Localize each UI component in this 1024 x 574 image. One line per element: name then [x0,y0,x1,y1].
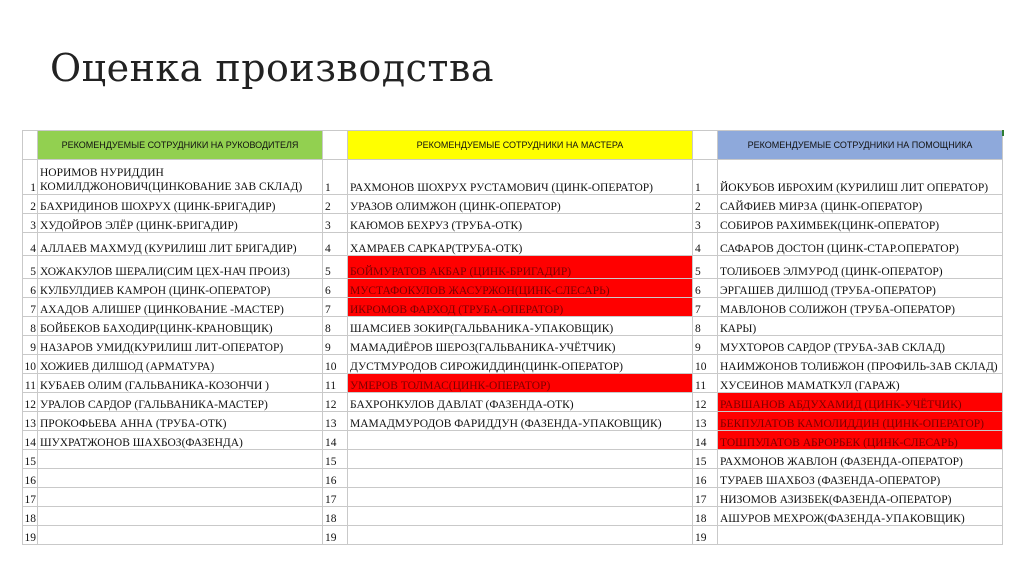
header-spacer [23,131,38,160]
assistant-cell: НАИМЖОНОВ ТОЛИБЖОН (ПРОФИЛЬ-ЗАВ СКЛАД) [718,355,1003,374]
table-row [23,355,1003,374]
row-number-master: 8 [323,317,348,336]
manager-cell [38,488,323,507]
row-number-manager: 18 [23,507,38,526]
row-number-assistant: 2 [693,195,718,214]
row-number-master: 12 [323,393,348,412]
master-cell: БАХРОНКУЛОВ ДАВЛАТ (ФАЗЕНДА-ОТК) [348,393,693,412]
row-number-manager: 17 [23,488,38,507]
assistant-cell: БЕКПУЛАТОВ КАМОЛИДДИН (ЦИНК-ОПЕРАТОР) [718,412,1003,431]
row-number-assistant: 14 [693,431,718,450]
table-row [23,160,1003,195]
row-number-manager: 11 [23,374,38,393]
master-cell [348,450,693,469]
row-number-manager: 12 [23,393,38,412]
header-assistant: РЕКОМЕНДУЕМЫЕ СОТРУДНИКИ НА ПОМОЩНИКА [718,131,1003,160]
row-number-master: 1 [323,160,348,195]
row-number-master: 19 [323,526,348,545]
header-master: РЕКОМЕНДУЕМЫЕ СОТРУДНИКИ НА МАСТЕРА [348,131,693,160]
table-row [23,507,1003,526]
table-row [23,526,1003,545]
row-number-assistant: 12 [693,393,718,412]
table-row [23,256,1003,279]
manager-cell: ХУДОЙРОВ ЭЛЁР (ЦИНК-БРИГАДИР) [38,214,323,233]
master-cell: РАХМОНОВ ШОХРУХ РУСТАМОВИЧ (ЦИНК-ОПЕРАТОР) [348,160,693,195]
manager-cell: НАЗАРОВ УМИД(КУРИЛИШ ЛИТ-ОПЕРАТОР) [38,336,323,355]
row-number-assistant: 5 [693,256,718,279]
table-row [23,450,1003,469]
row-number-manager: 3 [23,214,38,233]
row-number-assistant: 15 [693,450,718,469]
table-row [23,336,1003,355]
table-row [23,488,1003,507]
table-row [23,469,1003,488]
row-number-manager: 10 [23,355,38,374]
assistant-cell: ХУСЕИНОВ МАМАТКУЛ (ГАРАЖ) [718,374,1003,393]
row-number-master: 6 [323,279,348,298]
row-number-master: 17 [323,488,348,507]
table-row [23,214,1003,233]
assistant-cell: САЙФИЕВ МИРЗА (ЦИНК-ОПЕРАТОР) [718,195,1003,214]
row-number-assistant: 13 [693,412,718,431]
assistant-cell: МАВЛОНОВ СОЛИЖОН (ТРУБА-ОПЕРАТОР) [718,298,1003,317]
table-row [23,412,1003,431]
assistant-cell: РАВШАНОВ АБДУХАМИД (ЦИНК-УЧЁТЧИК) [718,393,1003,412]
header-row [23,131,1003,160]
assistant-cell: ТУРАЕВ ШАХБОЗ (ФАЗЕНДА-ОПЕРАТОР) [718,469,1003,488]
row-number-assistant: 9 [693,336,718,355]
row-number-manager: 9 [23,336,38,355]
master-cell: МАМАДИЁРОВ ШЕРОЗ(ГАЛЬВАНИКА-УЧЁТЧИК) [348,336,693,355]
row-number-manager: 8 [23,317,38,336]
manager-cell [38,526,323,545]
row-number-assistant: 4 [693,233,718,256]
manager-cell: БОЙБЕКОВ БАХОДИР(ЦИНК-КРАНОВЩИК) [38,317,323,336]
assistant-cell: НИЗОМОВ АЗИЗБЕК(ФАЗЕНДА-ОПЕРАТОР) [718,488,1003,507]
row-number-master: 15 [323,450,348,469]
staff-table [22,130,1003,545]
row-number-master: 4 [323,233,348,256]
row-number-master: 7 [323,298,348,317]
assistant-cell: РАХМОНОВ ЖАВЛОН (ФАЗЕНДА-ОПЕРАТОР) [718,450,1003,469]
manager-cell [38,469,323,488]
manager-cell: УРАЛОВ САРДОР (ГАЛЬВАНИКА-МАСТЕР) [38,393,323,412]
assistant-cell: ТОШПУЛАТОВ АБРОРБЕК (ЦИНК-СЛЕСАРЬ) [718,431,1003,450]
manager-cell: КУЛБУЛДИЕВ КАМРОН (ЦИНК-ОПЕРАТОР) [38,279,323,298]
master-cell: ИКРОМОВ ФАРХОД (ТРУБА-ОПЕРАТОР) [348,298,693,317]
header-spacer [323,131,348,160]
table-row [23,393,1003,412]
row-number-assistant: 6 [693,279,718,298]
table-row [23,317,1003,336]
table-row [23,279,1003,298]
row-number-manager: 4 [23,233,38,256]
corner-marker [1002,130,1004,136]
assistant-cell: КАРЫ) [718,317,1003,336]
row-number-manager: 5 [23,256,38,279]
row-number-assistant: 18 [693,507,718,526]
table-row [23,233,1003,256]
row-number-manager: 6 [23,279,38,298]
master-cell [348,469,693,488]
row-number-master: 16 [323,469,348,488]
assistant-cell: САФАРОВ ДОСТОН (ЦИНК-СТАР.ОПЕРАТОР) [718,233,1003,256]
row-number-master: 13 [323,412,348,431]
slide-title: Оценка производства [50,46,494,90]
master-cell: КАЮМОВ БЕХРУЗ (ТРУБА-ОТК) [348,214,693,233]
master-cell [348,507,693,526]
row-number-assistant: 10 [693,355,718,374]
assistant-cell: ЭРГАШЕВ ДИЛШОД (ТРУБА-ОПЕРАТОР) [718,279,1003,298]
row-number-master: 11 [323,374,348,393]
master-cell: БОЙМУРАТОВ АКБАР (ЦИНК-БРИГАДИР) [348,256,693,279]
header-spacer [693,131,718,160]
row-number-manager: 13 [23,412,38,431]
row-number-assistant: 8 [693,317,718,336]
row-number-manager: 16 [23,469,38,488]
row-number-assistant: 7 [693,298,718,317]
master-cell [348,488,693,507]
master-cell: МАМАДМУРОДОВ ФАРИДДУН (ФАЗЕНДА-УПАКОВЩИК) [348,412,693,431]
table-row [23,195,1003,214]
row-number-master: 9 [323,336,348,355]
row-number-manager: 15 [23,450,38,469]
table-row [23,431,1003,450]
row-number-manager: 2 [23,195,38,214]
row-number-assistant: 1 [693,160,718,195]
manager-cell: ПРОКОФЬЕВА АННА (ТРУБА-ОТК) [38,412,323,431]
master-cell [348,431,693,450]
assistant-cell: МУХТОРОВ САРДОР (ТРУБА-ЗАВ СКЛАД) [718,336,1003,355]
row-number-assistant: 11 [693,374,718,393]
manager-cell: НОРИМОВ НУРИДДИН КОМИЛДЖОНОВИЧ(ЦИНКОВАНИЕ ЗАВ СКЛАД) [38,160,323,195]
master-cell: УРАЗОВ ОЛИМЖОН (ЦИНК-ОПЕРАТОР) [348,195,693,214]
assistant-cell: ТОЛИБОЕВ ЭЛМУРОД (ЦИНК-ОПЕРАТОР) [718,256,1003,279]
row-number-manager: 1 [23,160,38,195]
manager-cell [38,450,323,469]
table-row [23,374,1003,393]
assistant-cell [718,526,1003,545]
row-number-assistant: 19 [693,526,718,545]
manager-cell: ХОЖАКУЛОВ ШЕРАЛИ(СИМ ЦЕХ-НАЧ ПРОИЗ) [38,256,323,279]
row-number-master: 2 [323,195,348,214]
manager-cell [38,507,323,526]
master-cell: ХАМРАЕВ САРКАР(ТРУБА-ОТК) [348,233,693,256]
manager-cell: БАХРИДИНОВ ШОХРУХ (ЦИНК-БРИГАДИР) [38,195,323,214]
master-cell: УМЕРОВ ТОЛМАС(ЦИНК-ОПЕРАТОР) [348,374,693,393]
spreadsheet [22,130,1004,544]
assistant-cell: СОБИРОВ РАХИМБЕК(ЦИНК-ОПЕРАТОР) [718,214,1003,233]
table-row [23,298,1003,317]
manager-cell: ХОЖИЕВ ДИЛШОД (АРМАТУРА) [38,355,323,374]
master-cell: ДУСТМУРОДОВ СИРОЖИДДИН(ЦИНК-ОПЕРАТОР) [348,355,693,374]
master-cell [348,526,693,545]
master-cell: ШАМСИЕВ ЗОКИР(ГАЛЬВАНИКА-УПАКОВЩИК) [348,317,693,336]
row-number-manager: 7 [23,298,38,317]
row-number-master: 5 [323,256,348,279]
row-number-assistant: 17 [693,488,718,507]
row-number-assistant: 3 [693,214,718,233]
row-number-master: 10 [323,355,348,374]
manager-cell: АХАДОВ АЛИШЕР (ЦИНКОВАНИЕ -МАСТЕР) [38,298,323,317]
header-manager: РЕКОМЕНДУЕМЫЕ СОТРУДНИКИ НА РУКОВОДИТЕЛЯ [38,131,323,160]
row-number-manager: 19 [23,526,38,545]
assistant-cell: ЙОКУБОВ ИБРОХИМ (КУРИЛИШ ЛИТ ОПЕРАТОР) [718,160,1003,195]
row-number-master: 14 [323,431,348,450]
assistant-cell: АШУРОВ МЕХРОЖ(ФАЗЕНДА-УПАКОВЩИК) [718,507,1003,526]
manager-cell: АЛЛАЕВ МАХМУД (КУРИЛИШ ЛИТ БРИГАДИР) [38,233,323,256]
row-number-assistant: 16 [693,469,718,488]
row-number-master: 18 [323,507,348,526]
row-number-master: 3 [323,214,348,233]
manager-cell: ШУХРАТЖОНОВ ШАХБОЗ(ФАЗЕНДА) [38,431,323,450]
row-number-manager: 14 [23,431,38,450]
manager-cell: КУБАЕВ ОЛИМ (ГАЛЬВАНИКА-КОЗОНЧИ ) [38,374,323,393]
master-cell: МУСТАФОКУЛОВ ЖАСУРЖОН(ЦИНК-СЛЕСАРЬ) [348,279,693,298]
